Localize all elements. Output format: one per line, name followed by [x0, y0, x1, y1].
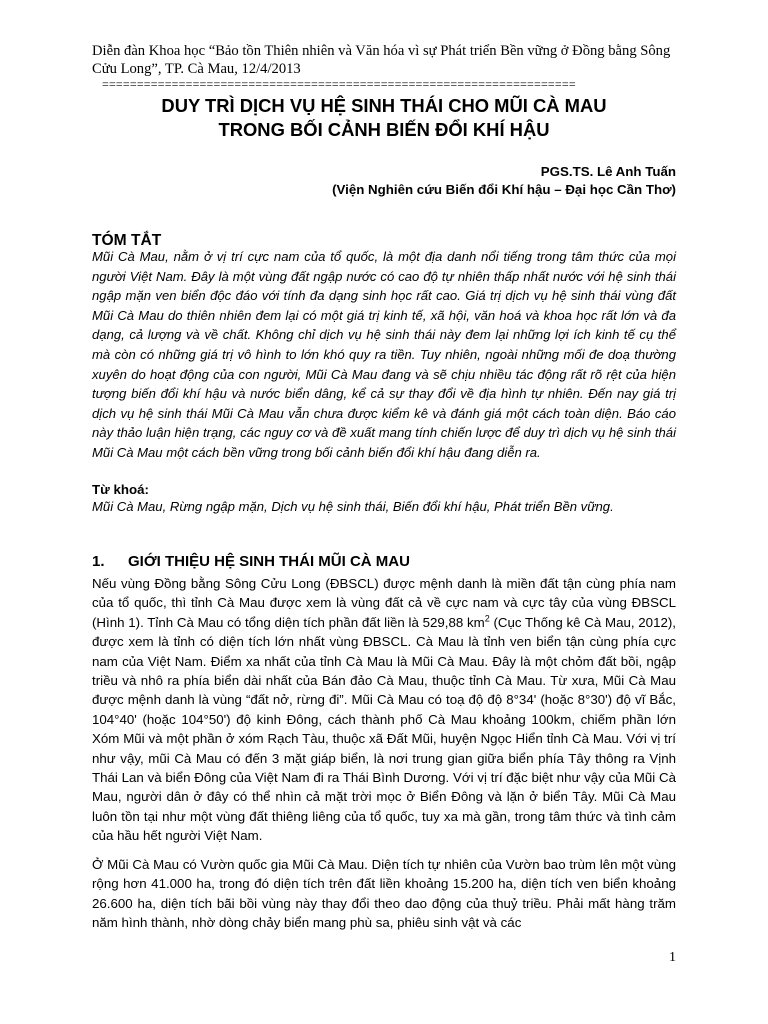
author-affiliation: (Viện Nghiên cứu Biến đổi Khí hậu – Đại học Cần Thơ) — [332, 182, 676, 197]
keywords-heading: Từ khoá: — [92, 482, 149, 497]
abstract-text: Mũi Cà Mau, nằm ở vị trí cực nam của tổ quốc, là một địa danh nổi tiếng trong tâm thức của mọi người Việt Nam. Đây là một vùng đất ngập nước có cao độ tự nhiên thấp nhất nước với hệ sinh thái ngập mặn ven biển độc đáo với tính đa dạng sinh học rất cao. Giá trị dịch vụ hệ sinh thái vùng đất Mũi Cà Mau do thiên nhiên đem lại có một giá trị kinh tế, xã hội, văn hoá và khoa học rất lớn và đa dạng, cả lượng và về chất. Không chỉ dịch vụ hệ sinh thái này đem lại những lợi ích kinh tế cụ thể mà còn có những giá trị vô hình to lớn khó quy ra tiền. Tuy nhiên, ngoài những mối đe doạ thường xuyên do hoạt động của con người, Mũi Cà Mau đang và sẽ chịu nhiều tác động rất rõ rệt của hiện tượng biến đổi khí hậu và nước biển dâng, kể cả sự thay đổi về địa hình tự nhiên. Đến nay giá trị dịch vụ hệ sinh thái Mũi Cà Mau vẫn chưa được kiểm kê và đánh giá một cách toàn diện. Báo cáo này thảo luận hiện trạng, các nguy cơ và đề xuất mang tính chiến lược để duy trì dịch vụ hệ sinh thái Mũi Cà Mau một cách bền vững trong bối cảnh biến đổi khí hậu đang diễn ra. — [92, 249, 676, 460]
title-line-2: TRONG BỐI CẢNH BIẾN ĐỔI KHÍ HẬU — [218, 119, 550, 140]
page-number: 1 — [669, 950, 676, 965]
keywords-text: Mũi Cà Mau, Rừng ngập mặn, Dịch vụ hệ sinh thái, Biến đổi khí hậu, Phát triển Bền vững. — [92, 499, 614, 514]
paragraph-2: Ở Mũi Cà Mau có Vườn quốc gia Mũi Cà Mau. Diện tích tự nhiên của Vườn bao trùm lên một vùng rộng hơn 41.000 ha, trong đó diện tích trên đất liền khoảng 15.200 ha, diện tích ven biển khoảng 26.600 ha, diện tích bãi bồi vùng này thay đổi theo dao động của thuỷ triều. Phải mất hàng trăm năm hình thành, nhờ dòng chảy biển mang phù sa, phiêu sinh vật và các — [92, 857, 676, 931]
section-title: GIỚI THIỆU HỆ SINH THÁI MŨI CÀ MAU — [128, 553, 410, 570]
paragraph-1 — [92, 574, 676, 846]
title-line-1: DUY TRÌ DỊCH VỤ HỆ SINH THÁI CHO MŨI CÀ MAU — [161, 95, 607, 116]
superscript-2: 2 — [484, 613, 490, 624]
conference-header: Diễn đàn Khoa học “Bảo tồn Thiên nhiên và Văn hóa vì sự Phát triển Bền vững ở Đồng bằng Sông Cửu Long”, TP. Cà Mau, 12/4/2013 — [92, 43, 671, 77]
section-heading — [92, 553, 410, 570]
paragraph-1-part-b: (Cục Thống kê Cà Mau, 2012), được xem là tỉnh có diện tích lớn nhất vùng ĐBSCL. Cà Mau là tỉnh ven biển tận cùng phía cực nam của Việt Nam. Điểm xa nhất của tỉnh Cà Mau là Mũi Cà Mau. Đây là một chỏm đất bồi, ngập triều và nhô ra phía biển dài nhất của Bán đảo Cà Mau, thuộc tỉnh Cà Mau. Từ xưa, Mũi Cà Mau được mệnh danh là vùng “đất nở, rừng đi”. Mũi Cà Mau có toạ độ độ 8°34' (hoặc 8°30') độ vĩ Bắc, 104°40' (hoặc 104°50') độ kinh Đông, cách thành phố Cà Mau khoảng 100km, chiếm phần lớn Xóm Mũi và một phần ở xóm Rạch Tàu, thuộc xã Đất Mũi, huyện Ngọc Hiển tỉnh Cà Mau. Với vị trí như vậy, mũi Cà Mau có đến 3 mặt giáp biển, là nơi trung gian giữa biển phía Tây thông ra Vịnh Thái Lan và biển Đông của Việt Nam đi ra Thái Bình Dương. Với vị trí đặc biệt như vậy của Mũi Cà Mau, người dân ở đây có thể nhìn cả mặt trời mọc ở Biển Đông và lặn ở biển Tây. Mũi Cà Mau luôn tồn tại như một vùng đất thiêng liêng của tổ quốc, tuy xa mà gần, trong tâm thức và tình cảm của hầu hết người Việt Nam. — [92, 614, 676, 844]
paragraph-1-part-a: Nếu vùng Đồng bằng Sông Cửu Long (ĐBSCL) được mệnh danh là miền đất tận cùng phía nam của tổ quốc, thì tỉnh Cà Mau được xem là vùng đất cả về cực nam và cực tây của vùng ĐBSCL (Hình 1). Tỉnh Cà Mau có tổng diện tích phần đất liền là 529,88 km — [92, 576, 676, 630]
author-name: PGS.TS. Lê Anh Tuấn — [540, 164, 676, 179]
section-number: 1. — [92, 553, 105, 570]
paper-title — [92, 94, 676, 142]
separator-line: ==================================================================== — [102, 77, 576, 91]
abstract-heading: TÓM TẮT — [92, 232, 162, 249]
author-block — [332, 163, 676, 199]
